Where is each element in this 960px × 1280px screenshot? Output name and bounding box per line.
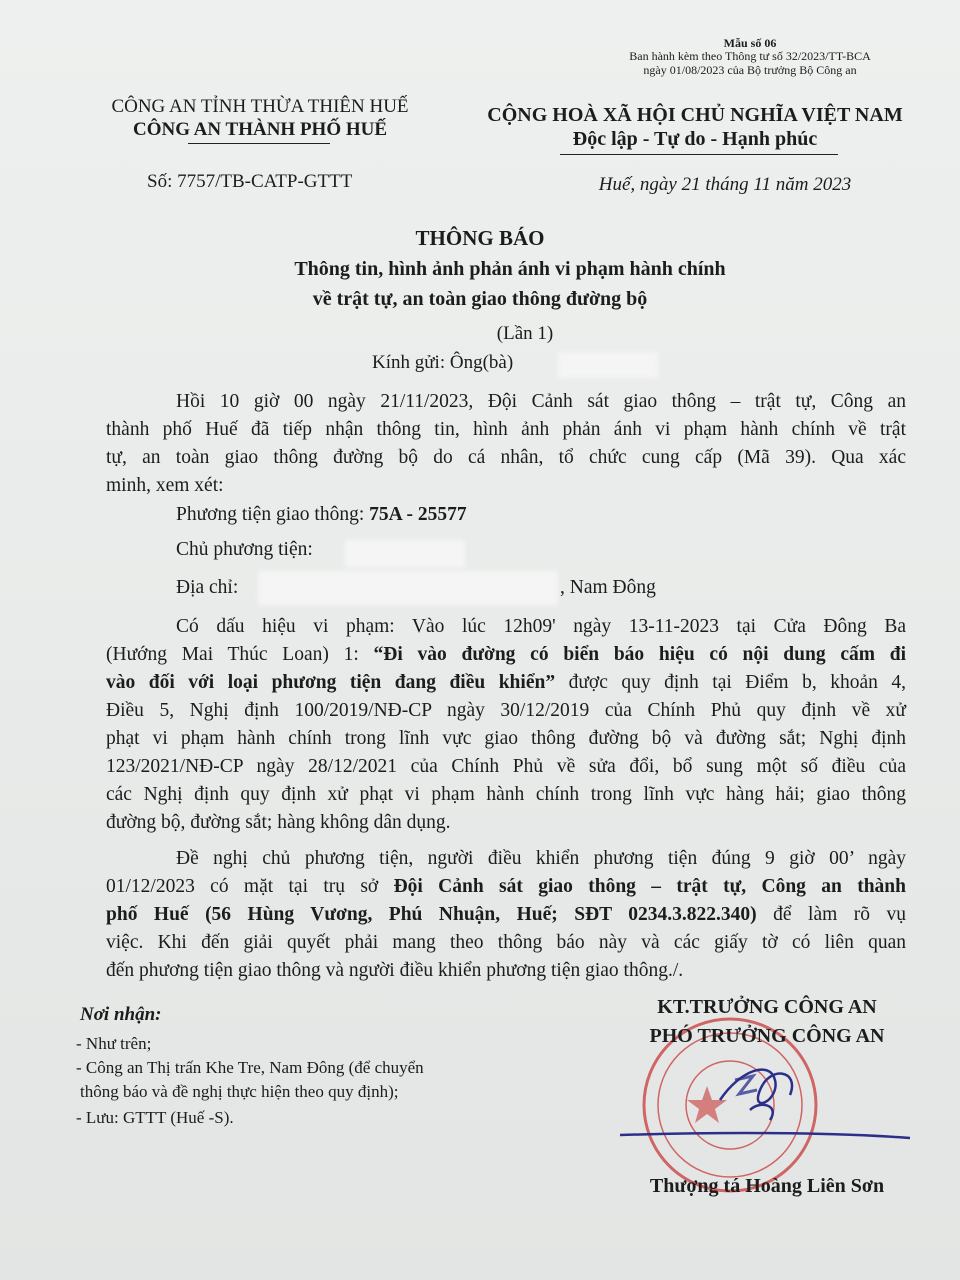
- signature-title-1: KT.TRƯỞNG CÔNG AN: [657, 996, 877, 1018]
- handwritten-signature: [600, 1040, 940, 1150]
- vehicle-plate: 75A - 25577: [369, 504, 467, 525]
- violation-paragraph: [106, 613, 906, 837]
- violation-line: Có dấu hiệu vi phạm: Vào lúc 12h09' ngày 13-11-2023 tại Cửa Đông Ba: [176, 616, 906, 637]
- owner-field: [176, 539, 313, 561]
- request-place-label: 01/12/2023 có mặt tại trụ sở: [106, 876, 394, 897]
- form-issued-line-2: ngày 01/08/2023 của Bộ trưởng Bộ Công an: [643, 63, 857, 77]
- form-issued-line-1: Ban hành kèm theo Thông tư số 32/2023/TT-BCA: [629, 49, 871, 63]
- document-date: Huế, ngày 21 tháng 11 năm 2023: [598, 174, 852, 195]
- intro-paragraph: [106, 388, 906, 500]
- violation-line: Điều 5, Nghị định 100/2019/NĐ-CP ngày 30/12/2019 của Chính Phủ quy định về xử: [106, 700, 906, 721]
- violation-line: [106, 669, 906, 697]
- recipient-salutation: Kính gửi: Ông(bà): [372, 352, 514, 373]
- violation-line: phạt vi phạm hành chính trong lĩnh vực giao thông đường bộ và đường sắt; Nghị định: [106, 728, 906, 749]
- recipients-heading: Nơi nhận:: [80, 1004, 162, 1025]
- request-paragraph: [106, 845, 906, 985]
- nation-name: CỘNG HOÀ XÃ HỘI CHỦ NGHĨA VIỆT NAM: [487, 104, 903, 126]
- violation-line: đường bộ, đường sắt; hàng không dân dụng.: [106, 812, 451, 833]
- redacted-recipient-name: [558, 352, 658, 378]
- address-label: Địa chỉ:: [176, 577, 239, 598]
- org-name: CÔNG AN THÀNH PHỐ HUẾ: [132, 119, 388, 140]
- intro-line: tự, an toàn giao thông đường bộ do cá nhân, tổ chức cung cấp (Mã 39). Qua xác: [106, 447, 906, 468]
- recipient-item: - Lưu: GTTT (Huế -S).: [76, 1108, 234, 1127]
- form-number: Mẫu số 06: [723, 36, 777, 50]
- request-line: việc. Khi đến giải quyết phải mang theo thông báo này và các giấy tờ có liên quan: [106, 932, 906, 953]
- signer-name: Thượng tá Hoàng Liên Sơn: [649, 1175, 885, 1197]
- request-purpose: để làm rõ vụ: [756, 904, 906, 925]
- motto-underline: [560, 154, 838, 155]
- redacted-address: [258, 571, 558, 605]
- recipient-item: - Như trên;: [76, 1034, 152, 1053]
- request-line: [106, 873, 906, 901]
- intro-line: minh, xem xét:: [106, 475, 224, 496]
- violation-line: 123/2021/NĐ-CP ngày 28/12/2021 của Chính Phủ về sửa đổi, bổ sung một số điều của: [106, 756, 906, 777]
- org-parent: CÔNG AN TỈNH THỪA THIÊN HUẾ: [111, 96, 409, 117]
- request-line: đến phương tiện giao thông và người điều khiển phương tiện giao thông./.: [106, 960, 684, 981]
- org-underline: [188, 143, 330, 144]
- violation-act: “Đi vào đường có biển báo hiệu có nội dung cấm đi: [373, 644, 906, 665]
- notice-count: (Lần 1): [496, 323, 554, 344]
- violation-line: các Nghị định quy định xử phạt vi phạm hành chính trong lĩnh vực hàng hải; giao thông: [106, 784, 906, 805]
- recipient-item-cont: thông báo và đề nghị thực hiện theo quy định);: [80, 1082, 399, 1101]
- request-address: phố Huế (56 Hùng Vương, Phú Nhuận, Huế; SĐT 0234.3.822.340): [106, 904, 757, 925]
- address-district: , Nam Đông: [560, 577, 656, 598]
- request-office: Đội Cảnh sát giao thông – trật tự, Công an thành: [393, 876, 906, 897]
- document-number: Số: 7757/TB-CATP-GTTT: [147, 171, 353, 192]
- recipient-item: - Công an Thị trấn Khe Tre, Nam Đông (để chuyển: [76, 1058, 424, 1077]
- document-subtitle-2: về trật tự, an toàn giao thông đường bộ: [312, 288, 648, 310]
- owner-label: Chủ phương tiện:: [176, 539, 313, 560]
- nation-motto: Độc lập - Tự do - Hạnh phúc: [572, 128, 818, 150]
- document-title: THÔNG BÁO: [415, 226, 545, 250]
- request-line: Đề nghị chủ phương tiện, người điều khiển phương tiện đúng 9 giờ 00’ ngày: [176, 848, 906, 869]
- request-line: [106, 901, 906, 929]
- violation-act-cont: vào đối với loại phương tiện đang điều khiển”: [106, 672, 556, 693]
- violation-line: [106, 641, 906, 669]
- redacted-owner-name: [345, 540, 465, 568]
- signature-title-2: PHÓ TRƯỞNG CÔNG AN: [649, 1025, 885, 1047]
- violation-legal-ref: được quy định tại Điểm b, khoản 4,: [555, 672, 906, 693]
- intro-line: thành phố Huế đã tiếp nhận thông tin, hình ảnh phản ánh vi phạm hành chính về trật: [106, 419, 906, 440]
- vehicle-label: Phương tiện giao thông:: [176, 504, 370, 525]
- address-field: [176, 577, 238, 599]
- document-subtitle-1: Thông tin, hình ảnh phản ánh vi phạm hành chính: [294, 258, 726, 280]
- vehicle-field: [176, 504, 467, 526]
- violation-location: (Hướng Mai Thúc Loan) 1:: [106, 644, 374, 665]
- intro-line: Hồi 10 giờ 00 ngày 21/11/2023, Đội Cảnh sát giao thông – trật tự, Công an: [176, 391, 906, 412]
